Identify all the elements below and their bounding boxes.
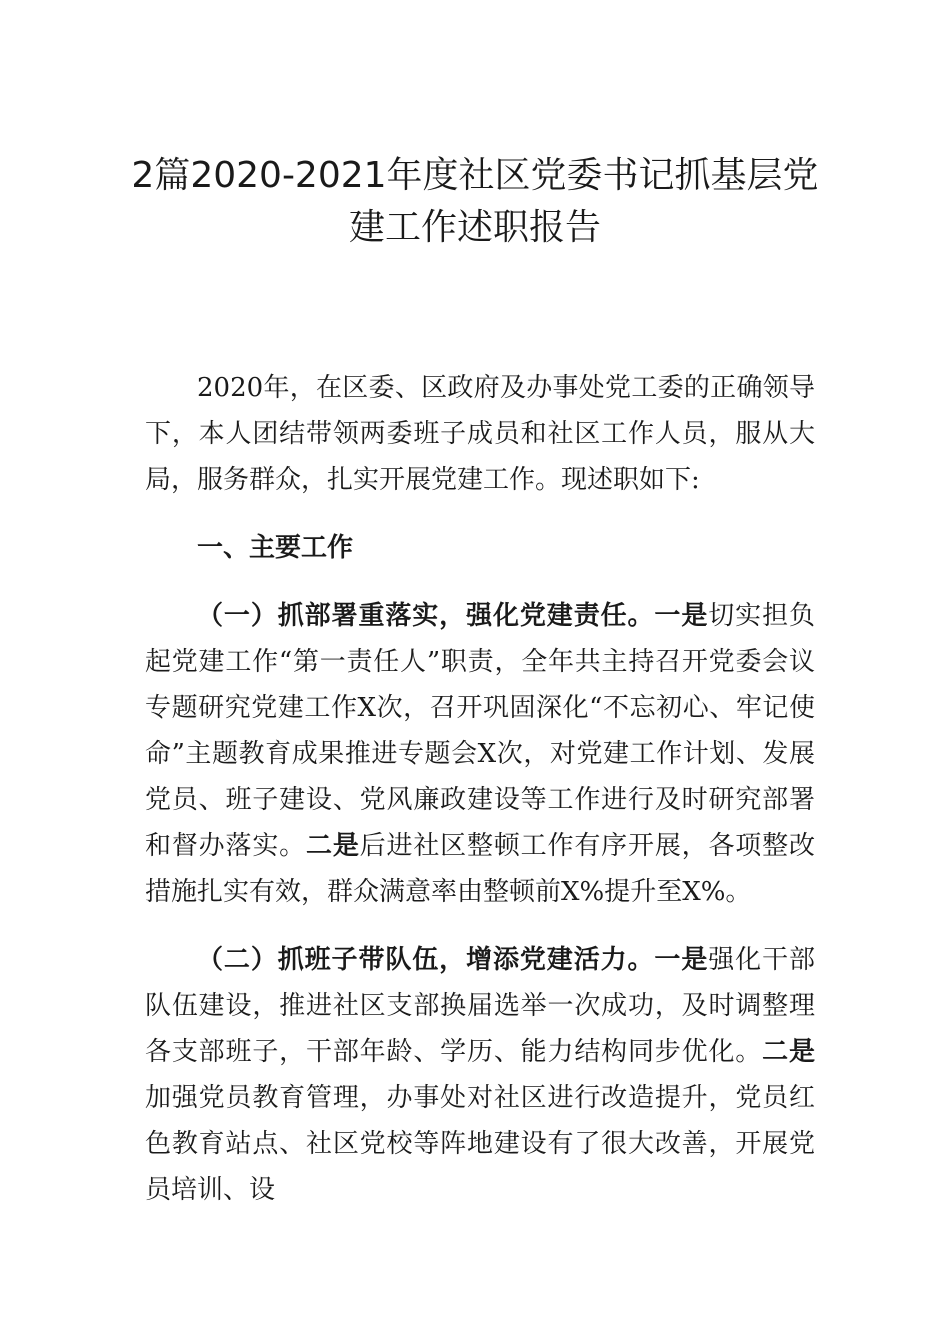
title-line-1: 2篇2020-2021年度社区党委书记抓基层党 <box>131 155 819 196</box>
section-heading: 一、主要工作 <box>197 533 354 563</box>
document-title <box>120 150 830 254</box>
intro-paragraph: 2020年，在区委、区政府及办事处党工委的正确领导下，本人团结带领两委班子成员和社区工作人员，服从大局，服务群众，扎实开展党建工作。现述职如下: <box>145 373 815 495</box>
paragraph-1 <box>145 593 815 915</box>
paragraph-1-text-2: 后进社区整顿工作有序开展，各项整改措施扎实有效，群众满意率由整顿前X%提升至X%。 <box>145 831 815 907</box>
paragraph-1-bold-2: 二是 <box>306 831 360 861</box>
paragraph-2 <box>145 937 815 1213</box>
paragraph-1-text-1: 切实担负起党建工作“第一责任人”职责，全年共主持召开党委会议专题研究党建工作X次，召开巩固深化“不忘初心、牢记使命”主题教育成果推进专题会X次，对党建工作计划、发展党员、班子建设、党风廉政建设等工作进行及时研究部署和督办落实。 <box>145 601 815 861</box>
paragraph-2-bold-2: 二是 <box>762 1037 815 1067</box>
title-line-2: 建工作述职报告 <box>348 207 601 248</box>
paragraph-2-lead: （二）抓班子带队伍，增添党建活力。一是 <box>197 945 709 975</box>
paragraph-2-text-1: 强化干部队伍建设，推进社区支部换届选举一次成功，及时调整理各支部班子，干部年龄、学历、能力结构同步优化。 <box>145 945 815 1067</box>
paragraph-2-text-2: 加强党员教育管理，办事处对社区进行改造提升，党员红色教育站点、社区党校等阵地建设有了很大改善，开展党员培训、设 <box>145 1083 815 1205</box>
document-body <box>145 365 815 1213</box>
paragraph-1-lead: （一）抓部署重落实，强化党建责任。一是 <box>197 601 709 631</box>
